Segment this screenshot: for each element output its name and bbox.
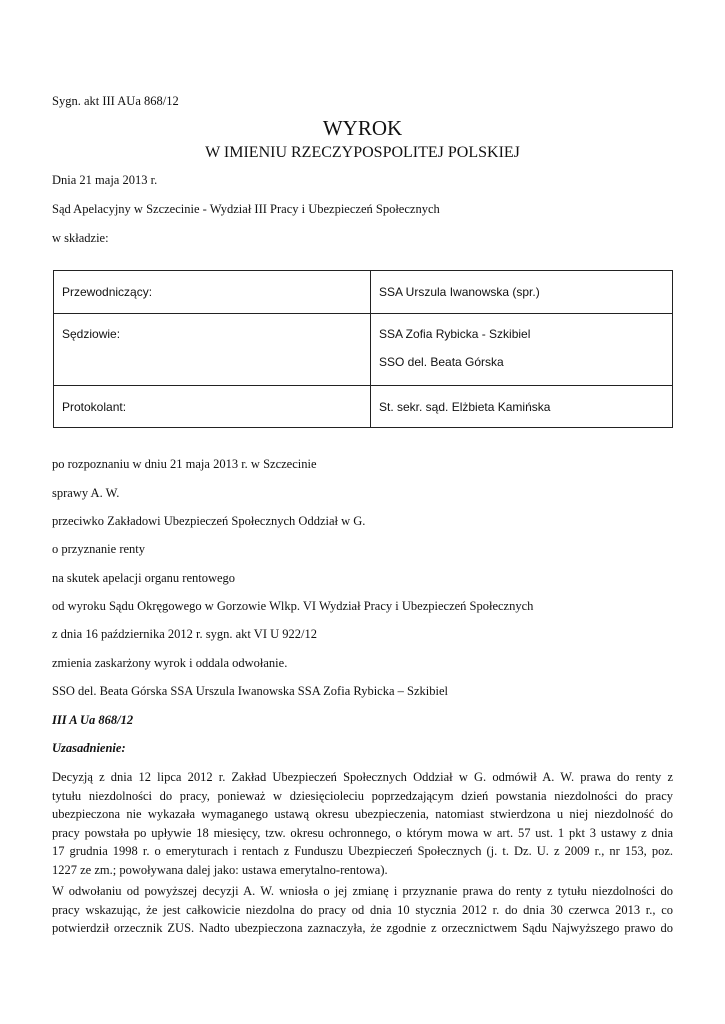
bench-row <box>54 386 673 428</box>
body-line: sprawy A. W. <box>52 486 120 500</box>
bench-role: Protokolant: <box>54 386 371 428</box>
signatures-line: SSO del. Beata Górska SSA Urszula Iwanowska SSA Zofia Rybicka – Szkibiel <box>52 684 448 698</box>
body-line: z dnia 16 października 2012 r. sygn. akt VI U 922/12 <box>52 627 317 641</box>
paragraph <box>52 882 673 938</box>
bench-names: SSA Urszula Iwanowska (spr.) <box>371 271 673 314</box>
judgment-date: Dnia 21 maja 2013 r. <box>52 173 158 187</box>
case-reference: III A Ua 868/12 <box>52 713 134 727</box>
paragraph-line: W odwołaniu od powyższej decyzji A. W. wniosła o jej zmianę i przyznanie prawa do renty z tytułu niezdolności do <box>52 884 673 898</box>
uzasadnienie-heading: Uzasadnienie: <box>52 741 126 755</box>
bench-names: SSA Zofia Rybicka - Szkibiel SSO del. Beata Górska <box>371 314 673 386</box>
document-subtitle: W IMIENIU RZECZYPOSPOLITEJ POLSKIEJ <box>205 144 520 161</box>
paragraph-line: pracy powstała po upływie 18 miesięcy, tzw. okresu ochronnego, o którym mowa w art. 57 ust. 1 pkt 3 ustawy z dnia <box>52 825 673 840</box>
paragraph-line: tytułu niezdolności do pracy, ponieważ w dziesięcioleciu poprzedzającym dzień powstania niezdolności do pracy <box>52 788 673 803</box>
body-line: przeciwko Zakładowi Ubezpieczeń Społecznych Oddział w G. <box>52 514 366 528</box>
bench-table <box>53 270 673 428</box>
composition-label: w składzie: <box>52 231 109 245</box>
paragraph-line: 1227 ze zm.; powoływana dalej jako: ustawa emerytalno-rentowa). <box>52 862 388 877</box>
bench-row <box>54 271 673 314</box>
bench-role: Przewodniczący: <box>54 271 371 314</box>
document-title: WYROK <box>322 116 403 140</box>
paragraph-line: potwierdził orzecznik ZUS. Nadto ubezpieczona zaznaczyła, że zgodnie z orzecznictwem Sądu Najwyższego prawo do <box>52 921 673 935</box>
court-name: Sąd Apelacyjny w Szczecinie - Wydział III Pracy i Ubezpieczeń Społecznych <box>52 202 440 216</box>
case-signature: Sygn. akt III AUa 868/12 <box>52 94 179 108</box>
bench-row <box>54 314 673 386</box>
paragraph-line: 17 grudnia 1998 r. o emeryturach i rentach z Funduszu Ubezpieczeń Społecznych (j. t. Dz. U. z 2009 r., nr 153, poz. <box>52 844 673 858</box>
body-line: po rozpoznaniu w dniu 21 maja 2013 r. w Szczecinie <box>52 457 317 471</box>
body-line: zmienia zaskarżony wyrok i oddala odwołanie. <box>52 656 288 670</box>
paragraph-line: pracy wskazując, że jest całkowicie niezdolna do pracy od dnia 10 stycznia 2012 r. do dnia 30 czerwca 2013 r., co <box>52 902 673 917</box>
body-line: od wyroku Sądu Okręgowego w Gorzowie Wlkp. VI Wydział Pracy i Ubezpieczeń Społecznych <box>52 599 534 613</box>
paragraph-line: Decyzją z dnia 12 lipca 2012 r. Zakład Ubezpieczeń Społecznych Oddział w G. odmówił A. W. prawa do renty z <box>52 770 673 784</box>
bench-names: St. sekr. sąd. Elżbieta Kamińska <box>371 386 673 428</box>
paragraph-line: ubezpieczona nie wykazała wymaganego ustawą okresu ubezpieczenia, natomiast stwierdzona u niej niezdolność do <box>52 807 673 821</box>
body-line: na skutek apelacji organu rentowego <box>52 571 236 585</box>
body-line: o przyznanie renty <box>52 542 146 556</box>
paragraph <box>52 768 673 879</box>
bench-role: Sędziowie: <box>54 314 371 386</box>
